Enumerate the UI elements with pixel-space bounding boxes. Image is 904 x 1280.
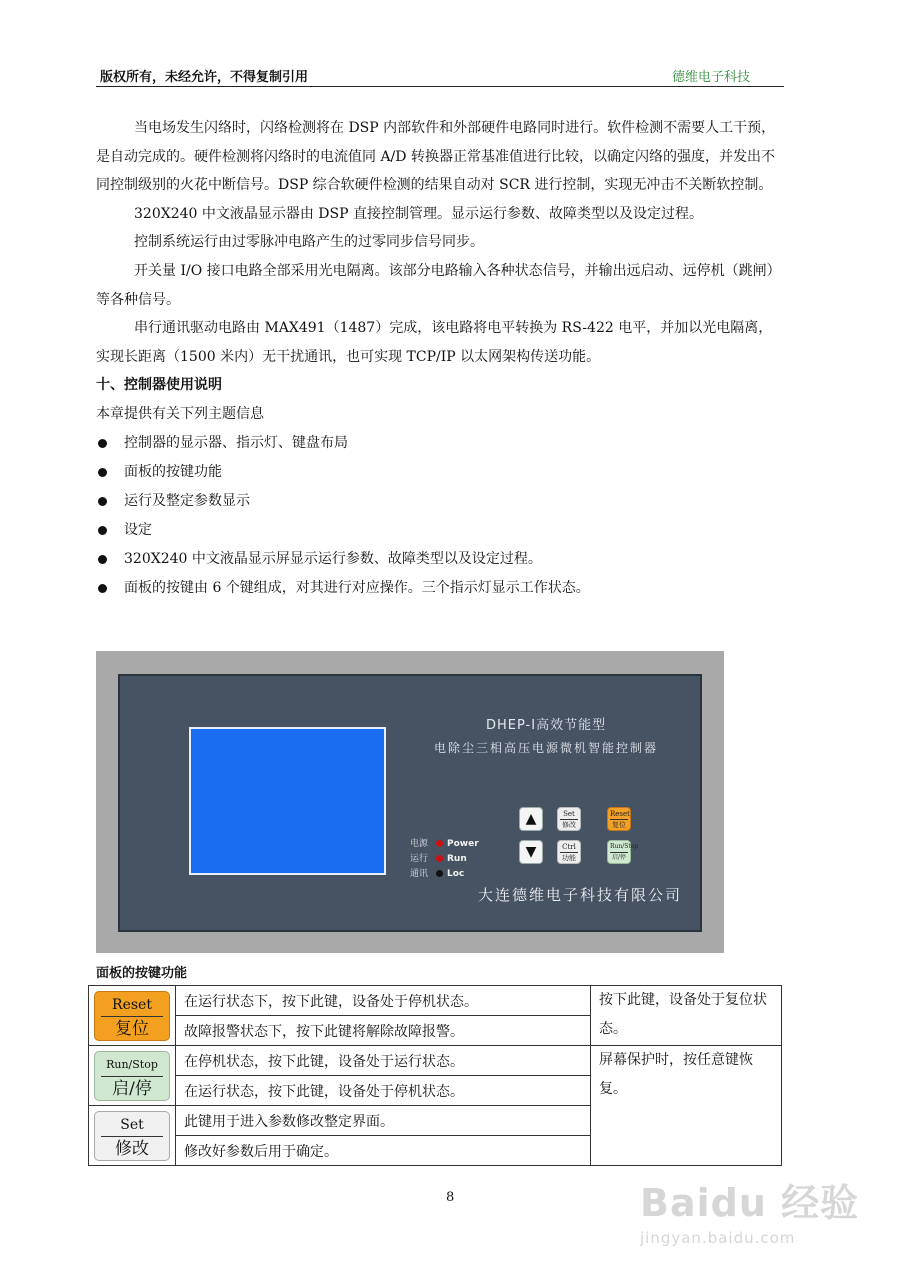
intro-text: 本章提供有关下列主题信息 — [96, 405, 264, 422]
note-cell: 屏幕保护时，按任意键恢复。 — [591, 1046, 782, 1166]
figure-caption: 面板的按键功能 — [96, 966, 188, 981]
list-item: 面板的按键功能 — [96, 458, 784, 487]
set-key-cell — [89, 1106, 176, 1166]
table-row — [89, 986, 782, 1016]
paragraph: 开关量 I/O 接口电路全部采用光电隔离。该部分电路输入各种状态信号，并输出远启动、远停机（跳闸）等各种信号。 — [96, 262, 781, 308]
reset-key-image: Reset 复位 — [94, 991, 170, 1041]
page-header — [96, 62, 784, 87]
bullet-icon — [98, 555, 107, 564]
note-cell: 按下此键，设备处于复位状态。 — [591, 986, 782, 1046]
table-cell: 修改好参数后用于确定。 — [176, 1136, 591, 1166]
controller-faceplate — [118, 674, 702, 932]
table-row — [89, 1046, 782, 1076]
key-function-table — [88, 985, 782, 1166]
led-icon — [436, 840, 443, 847]
bullet-icon — [98, 439, 107, 448]
company-header: 德维电子科技 — [671, 70, 750, 85]
controller-panel-photo — [96, 651, 724, 953]
table-cell: 在停机状态，按下此键，设备处于运行状态。 — [176, 1046, 591, 1076]
list-item: 运行及整定参数显示 — [96, 487, 784, 516]
panel-company: 大连德维电子科技有限公司 — [478, 886, 683, 904]
indicator-loc: 通讯 Loc — [410, 869, 465, 879]
down-arrow-key: ▼ — [519, 840, 543, 864]
run-stop-key-image: Run/Stop 启/停 — [94, 1051, 170, 1101]
paragraph: 当电场发生闪络时，闪络检测将在 DSP 内部软件和外部硬件电路同时进行。软件检测不需要人工干预，是自动完成的。硬件检测将闪络时的电流值同 A/D 转换器正常基准值进行比较，以确定闪络的强度，并发出不同控制级别的火花中断信号。DSP 综合软硬件检测的结果自动对 SCR 进行控制，实现无冲击不关断软控制。 — [96, 120, 776, 194]
bullet-list — [96, 429, 784, 604]
document-body — [96, 114, 784, 604]
up-arrow-key: ▲ — [519, 807, 543, 831]
lcd-screen — [189, 727, 386, 875]
reset-key-cell — [89, 986, 176, 1046]
led-icon — [436, 855, 443, 862]
section-heading: 十、控制器使用说明 — [96, 377, 222, 394]
watermark: Baidu 经验 jingyan.baidu.com — [640, 1181, 860, 1247]
set-key-image: Set 修改 — [94, 1111, 170, 1161]
panel-model: DHEP-Ⅰ高效节能型 — [486, 718, 607, 733]
ctrl-key: Ctrl 功能 — [557, 840, 581, 864]
list-item: 320X240 中文液晶显示屏显示运行参数、故障类型以及设定过程。 — [96, 545, 784, 574]
table-cell: 故障报警状态下，按下此键将解除故障报警。 — [176, 1016, 591, 1046]
bullet-icon — [98, 497, 107, 506]
bullet-icon — [98, 468, 107, 477]
list-item: 控制器的显示器、指示灯、键盘布局 — [96, 429, 784, 458]
set-key: Set 修改 — [557, 807, 581, 831]
bullet-icon — [98, 584, 107, 593]
table-cell: 在运行状态下，按下此键，设备处于停机状态。 — [176, 986, 591, 1016]
run-stop-key: Run/Stop 启/停 — [607, 840, 631, 864]
indicator-run: 运行 Run — [410, 854, 467, 864]
paragraph: 320X240 中文液晶显示器由 DSP 直接控制管理。显示运行参数、故障类型以及设定过程。 — [134, 205, 703, 222]
page-number: 8 — [446, 1190, 455, 1205]
panel-subtitle: 电除尘三相高压电源微机智能控制器 — [434, 741, 659, 755]
paragraph: 串行通讯驱动电路由 MAX491（1487）完成，该电路将电平转换为 RS-422 电平，并加以光电隔离，实现长距离（1500 米内）无干扰通讯，也可实现 TCP/IP 以太网架构传送功能。 — [96, 320, 773, 365]
copyright-notice: 版权所有，未经允许，不得复制引用 — [100, 70, 309, 85]
list-item: 面板的按键由 6 个键组成，对其进行对应操作。三个指示灯显示工作状态。 — [96, 574, 784, 603]
table-cell: 在运行状态，按下此键，设备处于停机状态。 — [176, 1076, 591, 1106]
list-item: 设定 — [96, 516, 784, 545]
paragraph: 控制系统运行由过零脉冲电路产生的过零同步信号同步。 — [134, 234, 484, 251]
reset-key: Reset 复位 — [607, 807, 631, 831]
led-icon — [436, 870, 443, 877]
indicator-power: 电源 Power — [410, 839, 479, 849]
run-stop-key-cell — [89, 1046, 176, 1106]
table-cell: 此键用于进入参数修改整定界面。 — [176, 1106, 591, 1136]
bullet-icon — [98, 526, 107, 535]
